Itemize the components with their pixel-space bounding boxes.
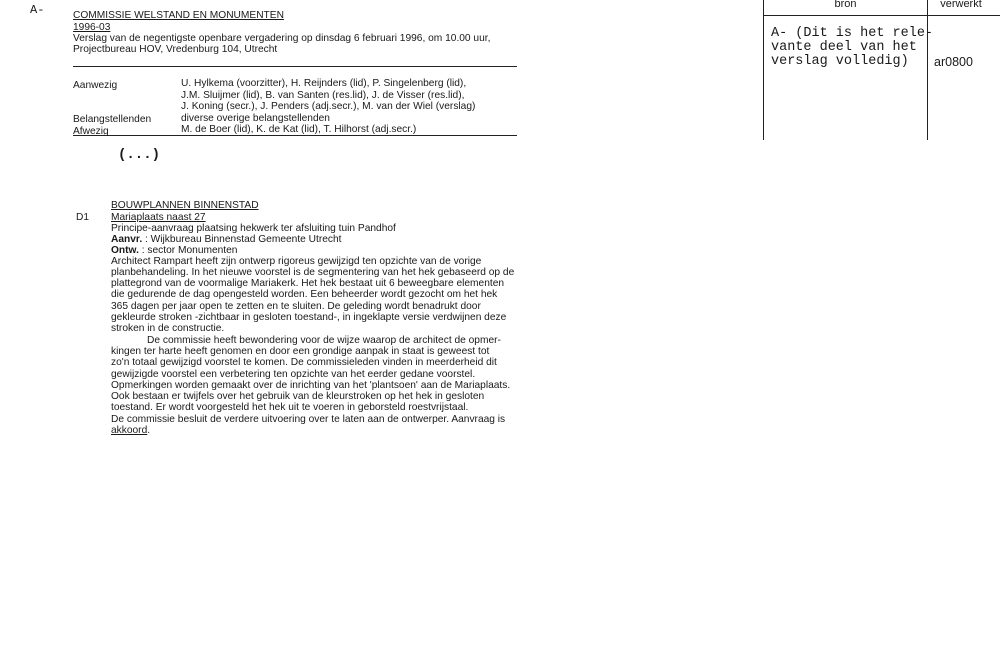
designer-row: [111, 245, 237, 256]
header-rule: [73, 66, 517, 67]
source-note-line-2: vante deel van het: [771, 40, 917, 55]
body-line: plattegrond van de voormalige Mariakerk. Het hek bestaat uit 6 beweegbare elementen: [111, 278, 505, 290]
meeting-description: Verslag van de negentigste openbare vergadering op dinsdag 6 februari 1996, om 10.00 uur,: [73, 32, 491, 44]
table-header-rule: [763, 15, 1000, 16]
present-label: Aanwezig: [73, 80, 118, 91]
item-code: D1: [76, 212, 90, 223]
present-line-2: J.M. Sluijmer (lid), B. van Santen (res.lid), J. de Visser (res.lid),: [181, 89, 465, 101]
body-line: stroken in de constructie.: [111, 323, 225, 335]
body-line: gekleurde stroken -zichtbaar in gesloten toestand-, in ingeklapte versie verdwijnen deze: [111, 312, 507, 323]
applicant-label: Aanvr.: [111, 233, 143, 245]
present-line-1: U. Hylkema (voorzitter), H. Reijnders (lid), P. Singelenberg (lid),: [181, 78, 467, 89]
applicant-row: [111, 234, 342, 245]
table-left-border: [763, 0, 764, 140]
absent-value: M. de Boer (lid), K. de Kat (lid), T. Hilhorst (adj.secr.): [181, 124, 417, 135]
body-line: Opmerkingen worden gemaakt over de inrichting van het 'plantsoen' aan de Mariaplaats.: [111, 379, 511, 391]
absent-label: Afwezig: [73, 125, 109, 137]
decision-word: akkoord: [111, 425, 148, 436]
body-line: toestand. Er wordt voorgesteld het hek uit te voeren in geborsteld roestvrijstaal.: [111, 402, 469, 414]
body-line: zo'n totaal gewijzigd voorstel te komen. De commissieleden vinden in meerderheid dit: [111, 357, 497, 369]
margin-mark: A-: [30, 3, 45, 17]
body-line: 365 dagen per jaar open te zetten en te sluiten. De geleding wordt benadrukt door: [111, 300, 481, 312]
decision-line: [111, 425, 150, 436]
stakeholders-label: Belangstellenden: [73, 114, 152, 125]
omission-ellipsis: (...): [118, 147, 161, 163]
verwerkt-header: verwerkt: [940, 0, 982, 10]
body-line: Ook bestaan er twijfels over het gebruik van de kleurstroken op het hek in gesloten: [111, 391, 485, 403]
table-divider: [927, 0, 928, 140]
body-line: De commissie besluit de verdere uitvoering over te laten aan de ontwerper. Aanvraag is: [111, 413, 506, 425]
designer-label: Ontw.: [111, 244, 139, 256]
designer-value: : sector Monumenten: [141, 244, 238, 256]
stakeholders-value: diverse overige belangstellenden: [181, 112, 330, 124]
source-note-line-1: A- (Dit is het rele-: [771, 26, 934, 41]
committee-title: COMMISSIE WELSTAND EN MONUMENTEN: [73, 10, 284, 21]
body-line: planbehandeling. In het nieuwe voorstel is de segmentering van het hek gebaseerd op de: [111, 266, 515, 278]
body-line: die gedurende de dag opengesteld worden. Een beheerder wordt gezocht om het hek: [111, 289, 498, 301]
item-request: Principe-aanvraag plaatsing hekwerk ter afsluiting tuin Pandhof: [111, 222, 396, 234]
body-line: kingen ter harte heeft genomen en door een grondige aanpak in staat is geweest tot: [111, 345, 490, 357]
processed-code: ar0800: [934, 55, 973, 69]
meeting-reference: 1996-03: [73, 21, 111, 33]
section-heading: BOUWPLANNEN BINNENSTAD: [111, 200, 259, 211]
bron-header: bron: [834, 0, 857, 10]
present-line-3: J. Koning (secr.), J. Penders (adj.secr.), M. van der Wiel (verslag): [181, 101, 476, 112]
source-note-line-3: verslag volledig): [771, 54, 909, 69]
meeting-location: Projectbureau HOV, Vredenburg 104, Utrecht: [73, 44, 278, 55]
applicant-value: : Wijkbureau Binnenstad Gemeente Utrecht: [145, 233, 342, 245]
attendance-rule: [73, 135, 517, 136]
body-line: De commissie heeft bewondering voor de wijze waarop de architect de opmer-: [147, 334, 501, 346]
body-line: gewijzigde voorstel een verbetering ten opzichte van het eerder gedane voorstel.: [111, 368, 476, 380]
item-address: Mariaplaats naast 27: [111, 211, 206, 223]
body-line: Architect Rampart heeft zijn ontwerp rigoreus gewijzigd ten opzichte van de vorige: [111, 255, 482, 267]
decision-punct: .: [147, 425, 151, 436]
